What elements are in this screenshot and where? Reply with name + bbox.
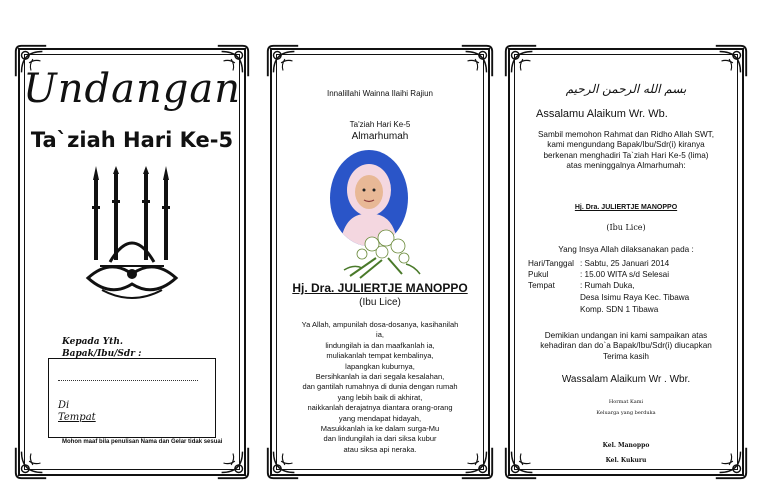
family-name-1: Kel. Manoppo	[602, 442, 650, 449]
prayer-line: yang mendapat hidayah,	[338, 413, 422, 423]
prayer-line: Bersihkanlah ia dari segala kesalahan,	[315, 372, 445, 382]
deceased-name: Hj. Dra. JULIERTJE MANOPPO	[292, 281, 468, 295]
deceased-name: Hj. Dra. JULIERTJE MANOPPO	[574, 204, 678, 211]
corner-ornament-icon	[502, 42, 540, 80]
keluarga-text: Keluarga yang berduka	[596, 410, 656, 416]
prayer-text	[286, 320, 474, 455]
closing-line: kehadiran dan do`a Bapak/Ibu/Sdr(i) diucapkan	[540, 341, 712, 351]
place-label	[58, 400, 96, 424]
prayer-line: lapangkan kuburnya,	[345, 361, 415, 371]
detail-label: Pukul	[528, 270, 549, 279]
prayer-line: naikkanlah derajatnya diantara orang-orang	[307, 403, 453, 413]
recipient-line-2: Bapak/Ibu/Sdr :	[62, 349, 142, 359]
prayer-line: muliakanlah tempat kembalinya,	[326, 351, 434, 361]
prayer-line: dan gantilah rumahnya di dunia dengan rumah	[302, 382, 458, 392]
detail-row-address-2	[528, 304, 658, 315]
taziah-day-text: Ta'ziah Hari Ke-5	[349, 120, 411, 129]
prayer-line: atau siksa api neraka.	[343, 444, 417, 454]
intro-line: berkenan menghadiri Ta`ziah Hari Ke-5 (lima)	[543, 150, 709, 160]
detail-value: : 15.00 WITA s/d Selesai	[580, 270, 670, 279]
corner-ornament-icon	[12, 444, 50, 482]
corner-ornament-icon	[214, 444, 252, 482]
detail-label: Hari/Tanggal	[528, 259, 574, 268]
innalillahi-text: Innalillahi Wainna Ilaihi Rajiun	[327, 89, 433, 98]
prayer-line: dan lindungilah ia dari siksa kubur	[323, 434, 437, 444]
prayer-line: ia,	[376, 330, 384, 340]
detail-row-address	[528, 292, 689, 303]
flower-bouquet-icon	[342, 224, 422, 280]
schedule-intro: Yang Insya Allah dilaksanakan pada :	[558, 245, 694, 254]
wassalam-text: Wassalam Alaikum Wr . Wbr.	[561, 374, 691, 385]
detail-value: Desa Isimu Raya Kec. Tibawa	[580, 293, 690, 302]
mosque-calligraphy-icon	[80, 166, 184, 306]
prayer-line: Ya Allah, ampunilah dosa-dosanya, kasihanilah	[301, 320, 459, 329]
family-name-2: Kel. Kukuru	[605, 457, 647, 464]
intro-line: Sambil memohon Rahmat dan Ridho Allah SWT,	[537, 130, 715, 139]
recipient-label	[62, 336, 141, 360]
prayer-line: yang lebih baik di akhirat,	[337, 392, 423, 402]
detail-value: : Sabtu, 25 Januari 2014	[580, 259, 670, 268]
prayer-line: lindungilah ia dan maafkanlah ia,	[325, 340, 435, 350]
corner-ornament-icon	[264, 42, 302, 80]
address-dotted-line	[58, 380, 198, 381]
prayer-line: Masukkanlah ia ke dalam surga-Mu	[320, 424, 440, 434]
hormat-text: Hormat Kami	[608, 399, 644, 405]
address-box	[48, 358, 216, 438]
detail-label: Tempat	[528, 281, 555, 290]
corner-ornament-icon	[458, 42, 496, 80]
invitation-intro	[524, 130, 728, 172]
detail-row-time	[528, 269, 669, 280]
closing-line: Terima kasih	[603, 351, 649, 361]
detail-value: : Rumah Duka,	[580, 281, 635, 290]
bismillah-calligraphy: بسم الله الرحمن الرحيم	[565, 82, 687, 96]
intro-line: kami mengundang Bapak/Ibu/Sdr(i) kiranya	[547, 140, 705, 150]
almarhumah-text: Almarhumah	[351, 131, 409, 142]
corner-ornament-icon	[712, 42, 750, 80]
salam-greeting: Assalamu Alaikum Wr. Wb.	[536, 108, 668, 120]
deceased-nickname: (Ibu Lice)	[359, 297, 401, 308]
tempat-text: Tempat	[58, 412, 96, 423]
memorial-card	[270, 48, 490, 476]
invitation-cover-card	[18, 48, 246, 476]
cover-subtitle: Ta`ziah Hari Ke-5	[30, 128, 234, 152]
detail-row-place	[528, 280, 635, 291]
detail-row-date	[528, 258, 669, 269]
cover-title: Undangan	[23, 66, 241, 112]
recipient-line-1: Kepada Yth.	[62, 337, 123, 347]
di-text: Di	[58, 400, 70, 411]
deceased-nickname: (Ibu Lice)	[606, 223, 646, 232]
detail-value: Komp. SDN 1 Tibawa	[580, 305, 659, 314]
closing-text	[524, 331, 728, 362]
intro-line: atas meninggalnya Almarhumah:	[566, 161, 686, 171]
invitation-details-card	[508, 48, 744, 476]
closing-line: Demikian undangan ini kami sampaikan atas	[544, 331, 708, 340]
apology-note: Mohon maaf bila penulisan Nama dan Gelar tidak sesuai	[62, 439, 223, 445]
